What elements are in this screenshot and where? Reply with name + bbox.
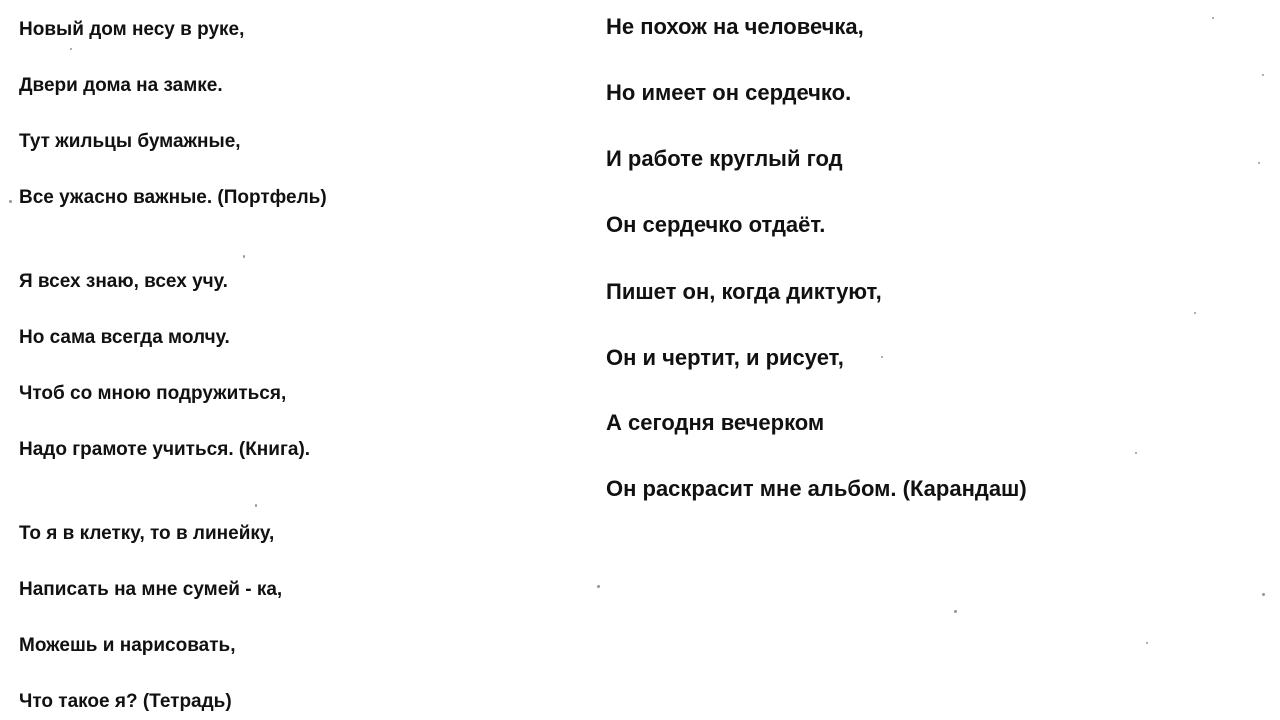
riddle-line: Он и чертит, и рисует, xyxy=(606,345,844,370)
scan-speck xyxy=(1262,74,1264,76)
scan-speck xyxy=(9,200,12,203)
riddle-line: Тут жильцы бумажные, xyxy=(19,131,241,152)
riddle-line: Чтоб со мною подружиться, xyxy=(19,383,287,404)
riddle-line: Не похож на человечка, xyxy=(606,14,864,39)
riddle-line: Новый дом несу в руке, xyxy=(19,19,245,40)
riddle-line: Он раскрасит мне альбом. (Карандаш) xyxy=(606,476,1027,501)
riddle-line: Пишет он, когда диктуют, xyxy=(606,279,882,304)
riddle-line: Надо грамоте учиться. (Книга). xyxy=(19,439,311,460)
scan-speck xyxy=(597,585,600,588)
scan-speck xyxy=(255,504,257,507)
riddle-line: А сегодня вечерком xyxy=(606,410,825,435)
riddle-line: Но сама всегда молчу. xyxy=(19,327,230,348)
scan-speck xyxy=(954,610,957,613)
riddle-line: Он сердечко отдаёт. xyxy=(606,212,826,237)
riddle-line: Я всех знаю, всех учу. xyxy=(19,271,228,292)
riddle-line: Двери дома на замке. xyxy=(19,75,223,96)
scan-speck xyxy=(70,48,72,50)
riddle-line: Но имеет он сердечко. xyxy=(606,80,852,105)
scan-speck xyxy=(1135,452,1137,454)
riddle-line: Можешь и нарисовать, xyxy=(19,635,236,656)
scan-speck xyxy=(1258,162,1260,164)
scan-speck xyxy=(243,255,245,258)
riddle-line: Все ужасно важные. (Портфель) xyxy=(19,187,327,208)
scan-speck xyxy=(1212,17,1214,19)
scan-speck xyxy=(1146,642,1148,644)
riddle-line: И работе круглый год xyxy=(606,146,843,171)
riddle-line: То я в клетку, то в линейку, xyxy=(19,523,275,544)
scan-speck xyxy=(1194,312,1196,314)
riddle-line: Написать на мне сумей - ка, xyxy=(19,579,283,600)
scan-speck xyxy=(881,356,883,358)
scan-speck xyxy=(1262,593,1265,596)
riddle-line: Что такое я? (Тетрадь) xyxy=(19,691,232,712)
